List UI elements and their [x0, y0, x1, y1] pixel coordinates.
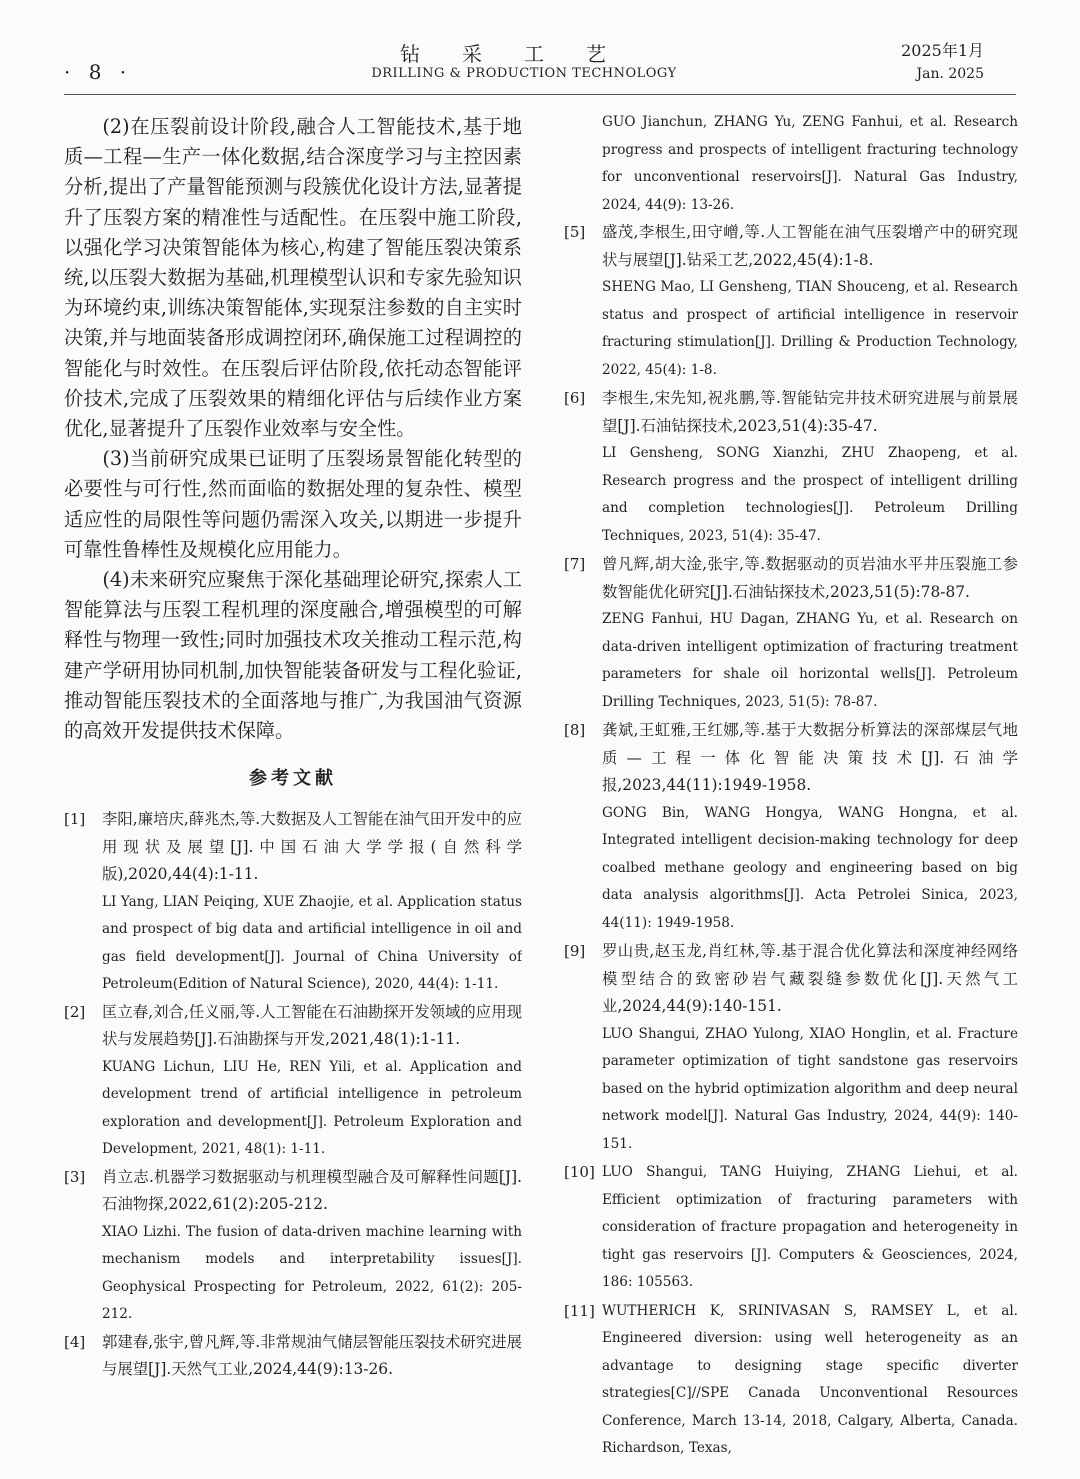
reference-number: [10]: [564, 1163, 595, 1181]
reference-number: [11]: [564, 1301, 595, 1320]
references-heading: 参考文献: [249, 768, 337, 790]
reference-item: [564, 551, 1018, 716]
reference-en: XIAO Lizhi. The fusion of data-driven machine learning with mechanism models and interpretability issues[J]. Geophysical Prospecting for Petroleum, 2022, 61(2): 205-212.: [102, 1223, 522, 1323]
reference-item: [64, 1164, 522, 1329]
reference-en: ZENG Fanhui, HU Dagan, ZHANG Yu, et al. Research on data-driven intelligent optimization of fracturing treatment parameters for shale oil horizontal wells[J]. Petroleum Drilling Techniques, 2023, 51(5): 78-87.: [602, 611, 1018, 710]
reference-cn: 曾凡辉,胡大淦,张宇,等.数据驱动的页岩油水平井压裂施工参数智能优化研究[J].石油钻探技术,2023,51(5):78-87.: [602, 555, 1018, 601]
reference-cn: 匡立春,刘合,任义丽,等.人工智能在石油勘探开发领域的应用现状与发展趋势[J].石油勘探与开发,2021,48(1):1-11.: [102, 1002, 522, 1049]
reference-item: [64, 806, 522, 999]
reference-en: KUANG Lichun, LIU He, REN Yili, et al. Application and development trend of artificial intelligence in petroleum exploration and development[J]. Petroleum Exploration and Development, 2021, 48(1): 1-11.: [102, 1058, 522, 1158]
reference-cn: 郭建春,张宇,曾凡辉,等.非常规油气储层智能压裂技术研究进展与展望[J].天然气工业,2024,44(9):13-26.: [102, 1332, 522, 1379]
reference-number: [3]: [64, 1167, 86, 1186]
page-header: [64, 36, 984, 92]
reference-item: [564, 1298, 1018, 1463]
reference-number: [5]: [564, 223, 586, 241]
reference-en: LI Yang, LIAN Peiqing, XUE Zhaojie, et al. Application status and prospect of big data and artificial intelligence in oil and gas field development[J]. Journal of China University of Petroleum(Edition of Natural Science), 2020, 44(4): 1-11.: [102, 893, 522, 993]
reference-number: [4]: [64, 1332, 86, 1351]
conclusion-paragraph: (2)在压裂前设计阶段,融合人工智能技术,基于地质—工程—生产一体化数据,结合深度学习与主控因素分析,提出了产量智能预测与段簇优化设计方法,显著提升了压裂方案的精准性与适配性。在压裂中施工阶段,以强化学习决策智能体为核心,构建了智能压裂决策系统,以压裂大数据为基础,机理模型认识和专家先验知识为环境约束,训练决策智能体,实现泵注参数的自主实时决策,并与地面装备形成调控闭环,确保施工过程调控的智能化与时效性。在压裂后评估阶段,依托动态智能评价技术,完成了压裂效果的精细化评估与后续作业方案优化,显著提升了压裂作业效率与安全性。: [64, 115, 522, 441]
reference-en: SHENG Mao, LI Gensheng, TIAN Shouceng, et al. Research status and prospect of artificial intelligence in reservoir fracturing stimulation[J]. Drilling & Production Technology, 2022, 45(4): 1-8.: [602, 279, 1018, 378]
reference-cn: 盛茂,李根生,田守嶒,等.人工智能在油气压裂增产中的研究现状与展望[J].钻采工艺,2022,45(4):1-8.: [602, 223, 1018, 269]
reference-item: [564, 1159, 1018, 1297]
reference-en: LI Gensheng, SONG Xianzhi, ZHU Zhaopeng, et al. Research progress and the prospect of intelligent drilling and completion technologies[J]. Petroleum Drilling Techniques, 2023, 51(4): 35-47.: [602, 445, 1018, 544]
reference-item: [564, 938, 1018, 1158]
reference-item: [64, 999, 522, 1164]
reference-number: [9]: [564, 942, 586, 960]
reference-item: [64, 1329, 522, 1384]
reference-number: [2]: [64, 1002, 86, 1021]
reference-cn: 李根生,宋先知,祝兆鹏,等.智能钻完井技术研究进展与前景展望[J].石油钻探技术,2023,51(4):35-47.: [602, 389, 1018, 435]
issue-date-en: Jan. 2025: [916, 66, 984, 82]
right-column: [564, 112, 1018, 1468]
reference-number: [6]: [564, 389, 586, 407]
journal-title-cn: 钻采工艺: [400, 42, 648, 66]
left-column: [64, 112, 522, 1468]
reference-en: GONG Bin, WANG Hongya, WANG Hongna, et al. Integrated intelligent decision-making technology for deep coalbed methane geology and engineering based on big data analysis algorithms[J]. Acta Petrolei Sinica, 2023, 44(11): 1949-1958.: [602, 804, 1018, 931]
reference-number: [1]: [64, 810, 86, 829]
reference-number: [8]: [564, 721, 586, 739]
journal-title-en: DRILLING & PRODUCTION TECHNOLOGY: [371, 66, 677, 81]
reference-en: WUTHERICH K, SRINIVASAN S, RAMSEY L, et al. Engineered diversion: using well heterogeneity as an advantage to designing stage specific diverter strategies[C]//SPE Canada Unconventional Resources Conference, March 13-14, 2018, Calgary, Alberta, Canada. Richardson, Texas,: [602, 1302, 1018, 1456]
reference-cn: 罗山贵,赵玉龙,肖红林,等.基于混合优化算法和深度神经网络模型结合的致密砂岩气藏裂缝参数优化[J].天然气工业,2024,44(9):140-151.: [602, 942, 1018, 1015]
reference-en-continued: GUO Jianchun, ZHANG Yu, ZENG Fanhui, et al. Research progress and prospects of intelligent fracturing technology for unconventional reservoirs[J]. Natural Gas Industry, 2024, 44(9): 13-26.: [602, 114, 1018, 213]
reference-item: [564, 717, 1018, 937]
conclusion-paragraph: (4)未来研究应聚焦于深化基础理论研究,探索人工智能算法与压裂工程机理的深度融合,增强模型的可解释性与物理一致性;同时加强技术攻关推动工程示范,构建产学研用协同机制,加快智能装备研发与工程化验证,推动智能压裂技术的全面落地与推广,为我国油气资源的高效开发提供技术保障。: [64, 568, 522, 743]
reference-cn: 龚斌,王虹雅,王红娜,等.基于大数据分析算法的深部煤层气地质—工程一体化智能决策技术[J].石油学报,2023,44(11):1949-1958.: [602, 721, 1018, 794]
issue-date-cn: 2025年1月: [901, 41, 984, 60]
reference-number: [7]: [564, 555, 586, 573]
conclusion-paragraph: (3)当前研究成果已证明了压裂场景智能化转型的必要性与可行性,然而面临的数据处理的复杂性、模型适应性的局限性等问题仍需深入攻关,以期进一步提升可靠性鲁棒性及规模化应用能力。: [64, 447, 522, 561]
reference-cn: 李阳,廉培庆,薛兆杰,等.大数据及人工智能在油气田开发中的应用现状及展望[J].中国石油大学学报(自然科学版),2020,44(4):1-11.: [102, 810, 522, 884]
reference-item: [564, 385, 1018, 550]
reference-item: [564, 219, 1018, 384]
page-number: · 8 ·: [64, 60, 133, 84]
reference-en: LUO Shangui, ZHAO Yulong, XIAO Honglin, et al. Fracture parameter optimization of tight sandstone gas reservoirs based on the hybrid optimization algorithm and deep neural network model[J]. Natural Gas Industry, 2024, 44(9): 140-151.: [602, 1025, 1018, 1152]
reference-en: LUO Shangui, TANG Huiying, ZHANG Liehui, et al. Efficient optimization of fracturing parameters with consideration of fracture propagation and heterogeneity in tight gas reservoirs [J]. Computers & Geosciences, 2024, 186: 105563.: [602, 1164, 1018, 1290]
header-rule: [64, 94, 1016, 95]
reference-cn: 肖立志.机器学习数据驱动与机理模型融合及可解释性问题[J].石油物探,2022,61(2):205-212.: [102, 1167, 522, 1214]
